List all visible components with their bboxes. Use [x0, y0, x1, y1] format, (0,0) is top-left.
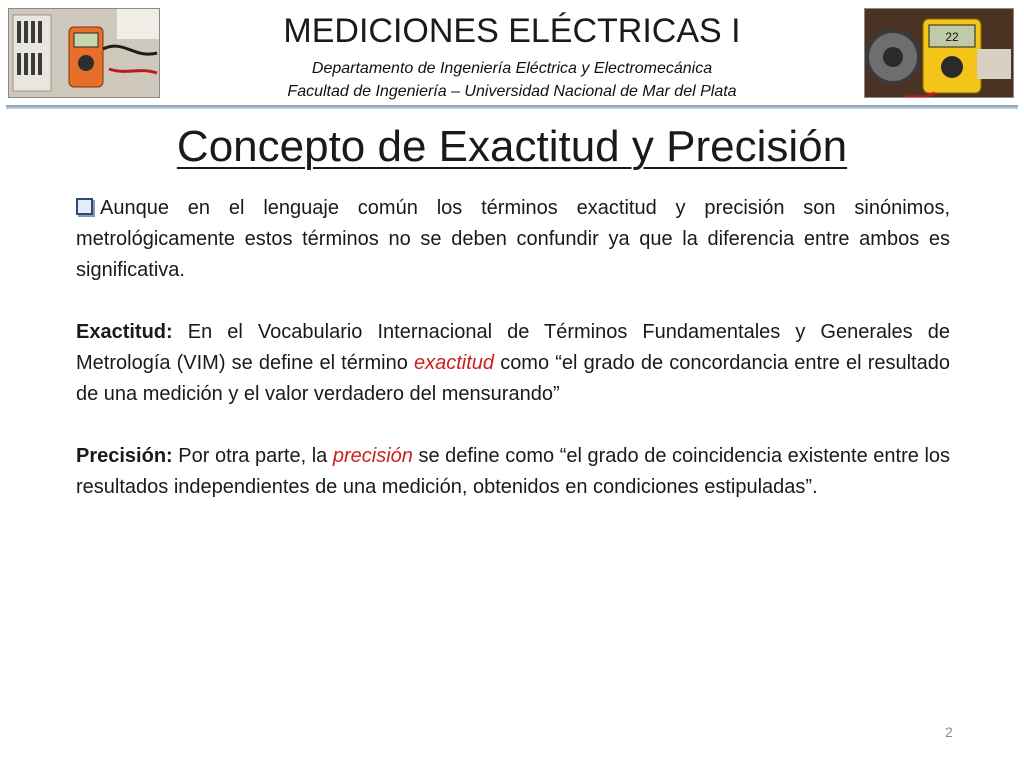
exactitud-highlight: exactitud: [414, 352, 495, 374]
exactitud-paragraph: [76, 317, 950, 410]
exactitud-text-after: como “el grado de concordancia entre el resultado de una medición y el valor verdadero del mensurando”: [76, 352, 950, 405]
department-subtitle: Departamento de Ingeniería Eléctrica y Electromecánica: [311, 60, 713, 77]
precision-label: Precisión:: [76, 445, 173, 467]
multimeter-panel-photo: [8, 8, 160, 98]
precision-paragraph: [76, 441, 950, 503]
intro-paragraph: [76, 193, 950, 286]
checkbox-bullet-icon: [76, 198, 93, 215]
slide-title: [0, 122, 1024, 172]
exactitud-label: Exactitud:: [76, 321, 173, 343]
slide-content: [76, 193, 950, 534]
svg-text:22: 22: [945, 30, 959, 44]
page-number: 2: [945, 724, 953, 740]
slide-title-text: Concepto de Exactitud y Precisión: [176, 122, 848, 171]
precision-text-after: se define como “el grado de coincidencia existente entre los resultados independientes de una medición, obtenidos en condiciones estipuladas”.: [76, 445, 951, 498]
precision-highlight: precisión: [332, 445, 413, 467]
precision-text-before: Por otra parte, la: [178, 445, 328, 467]
digital-multimeter-illustration: [865, 9, 1013, 97]
multimeter-panel-illustration: [9, 9, 159, 97]
digital-multimeter-photo: [864, 8, 1014, 98]
intro-text: Aunque en el lenguaje común los términos exactitud y precisión son sinónimos, metrológicamente estos términos no se deben confundir ya que la diferencia entre ambos es significativa.: [76, 197, 950, 281]
exactitud-text-before: En el Vocabulario Internacional de Términos Fundamentales y Generales de Metrología (VIM) se define el término: [76, 321, 950, 374]
header-title: MEDICIONES ELÉCTRICAS I: [283, 12, 741, 50]
header-divider: [6, 105, 1018, 109]
faculty-subtitle: Facultad de Ingeniería – Universidad Nacional de Mar del Plata: [287, 83, 737, 100]
